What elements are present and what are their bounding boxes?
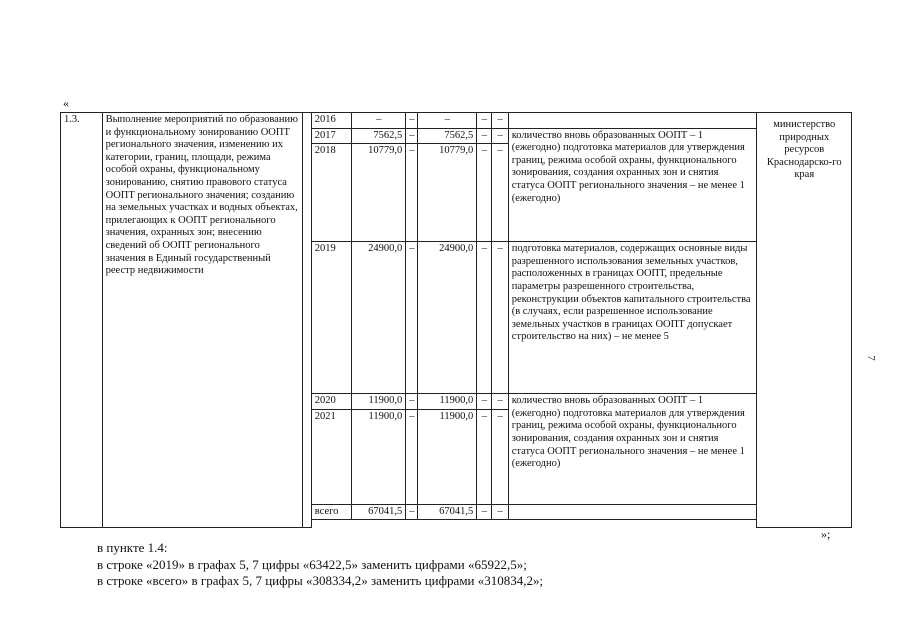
- total-cell: 10779,0: [352, 144, 406, 242]
- value-cell: –: [406, 113, 418, 129]
- value-cell: –: [406, 144, 418, 242]
- year-cell: 2017: [311, 128, 352, 144]
- total-cell: 67041,5: [352, 504, 406, 520]
- value-cell: –: [492, 128, 508, 144]
- amendments-text: [97, 540, 543, 590]
- year-cell: 2020: [311, 394, 352, 410]
- value-cell: –: [418, 113, 477, 129]
- result-cell: количество вновь образованных ООПТ – 1 (ежегодно) подготовка материалов для утверждения границ, режима особой охраны, функционального зонирования, создания охранных зон и снятия статуса ООПТ регионального значения – не менее 1 (ежегодно): [508, 128, 757, 242]
- opening-quote: «: [63, 96, 69, 110]
- value-cell: –: [477, 144, 492, 242]
- page-number: 7: [864, 355, 877, 361]
- result-cell: [508, 113, 757, 129]
- value-cell: 10779,0: [418, 144, 477, 242]
- result-cell: подготовка материалов, содержащих основные виды разрешенного использования земельных участков, расположенных в границах ООПТ, предельные параметры разрешенного строительства, реконструкции объектов капитального строительства (в случаях, если разрешенное использование земельных участков в границах ООПТ допускает строительство на них) – не менее 5: [508, 242, 757, 394]
- year-cell: 2021: [311, 409, 352, 504]
- value-cell: –: [492, 144, 508, 242]
- value-cell: –: [492, 504, 508, 520]
- value-cell: 67041,5: [418, 504, 477, 520]
- total-cell: –: [352, 113, 406, 129]
- total-cell: 7562,5: [352, 128, 406, 144]
- value-cell: –: [406, 242, 418, 394]
- value-cell: –: [477, 409, 492, 504]
- value-cell: –: [477, 128, 492, 144]
- year-cell: всего: [311, 504, 352, 520]
- amendment-line: в пункте 1.4:: [97, 540, 168, 555]
- value-cell: –: [477, 394, 492, 410]
- value-cell: 7562,5: [418, 128, 477, 144]
- item-description: Выполнение мероприятий по образованию и функциональному зонированию ООПТ регионального значения, изменению их категории, границ, площади, режима особой охраны, функциональному зонированию, снятию правового статуса ООПТ регионального значения; созданию на земельных участках и водных объектах, прилегающих к ООПТ регионального значения, охранных зон; внесению сведений об ООПТ регионального значения в Единый государственный реестр недвижимости: [102, 113, 302, 528]
- closing-quote: »;: [821, 527, 831, 541]
- value-cell: –: [492, 113, 508, 129]
- result-cell: количество вновь образованных ООПТ – 1 (ежегодно) подготовка материалов для утверждения границ, режима особой охраны, функционального зонирования, создания охранных зон и снятия статуса ООПТ регионального значения – не менее 1 (ежегодно): [508, 394, 757, 505]
- value-cell: –: [406, 394, 418, 410]
- value-cell: 11900,0: [418, 394, 477, 410]
- program-table: [60, 112, 852, 528]
- value-cell: –: [406, 128, 418, 144]
- year-cell: 2018: [311, 144, 352, 242]
- item-number: 1.3.: [61, 113, 103, 528]
- value-cell: 11900,0: [418, 409, 477, 504]
- value-cell: 24900,0: [418, 242, 477, 394]
- value-cell: –: [492, 242, 508, 394]
- spacer-cell: [302, 113, 311, 528]
- value-cell: –: [406, 409, 418, 504]
- value-cell: –: [492, 409, 508, 504]
- value-cell: –: [477, 242, 492, 394]
- table-row: [61, 113, 852, 129]
- value-cell: –: [492, 394, 508, 410]
- amendment-line: в строке «всего» в графах 5, 7 цифры «308334,2» заменить цифрами «310834,2»;: [97, 573, 544, 588]
- result-cell: [508, 504, 757, 520]
- year-cell: 2016: [311, 113, 352, 129]
- amendment-line: в строке «2019» в графах 5, 7 цифры «63422,5» заменить цифрами «65922,5»;: [97, 556, 527, 572]
- responsible-cell: министерство природных ресурсов Краснодарско-го края: [757, 113, 852, 528]
- year-cell: 2019: [311, 242, 352, 394]
- total-cell: 24900,0: [352, 242, 406, 394]
- value-cell: –: [477, 113, 492, 129]
- value-cell: –: [406, 504, 418, 520]
- spacer-cell: [311, 520, 757, 528]
- total-cell: 11900,0: [352, 409, 406, 504]
- total-cell: 11900,0: [352, 394, 406, 410]
- value-cell: –: [477, 504, 492, 520]
